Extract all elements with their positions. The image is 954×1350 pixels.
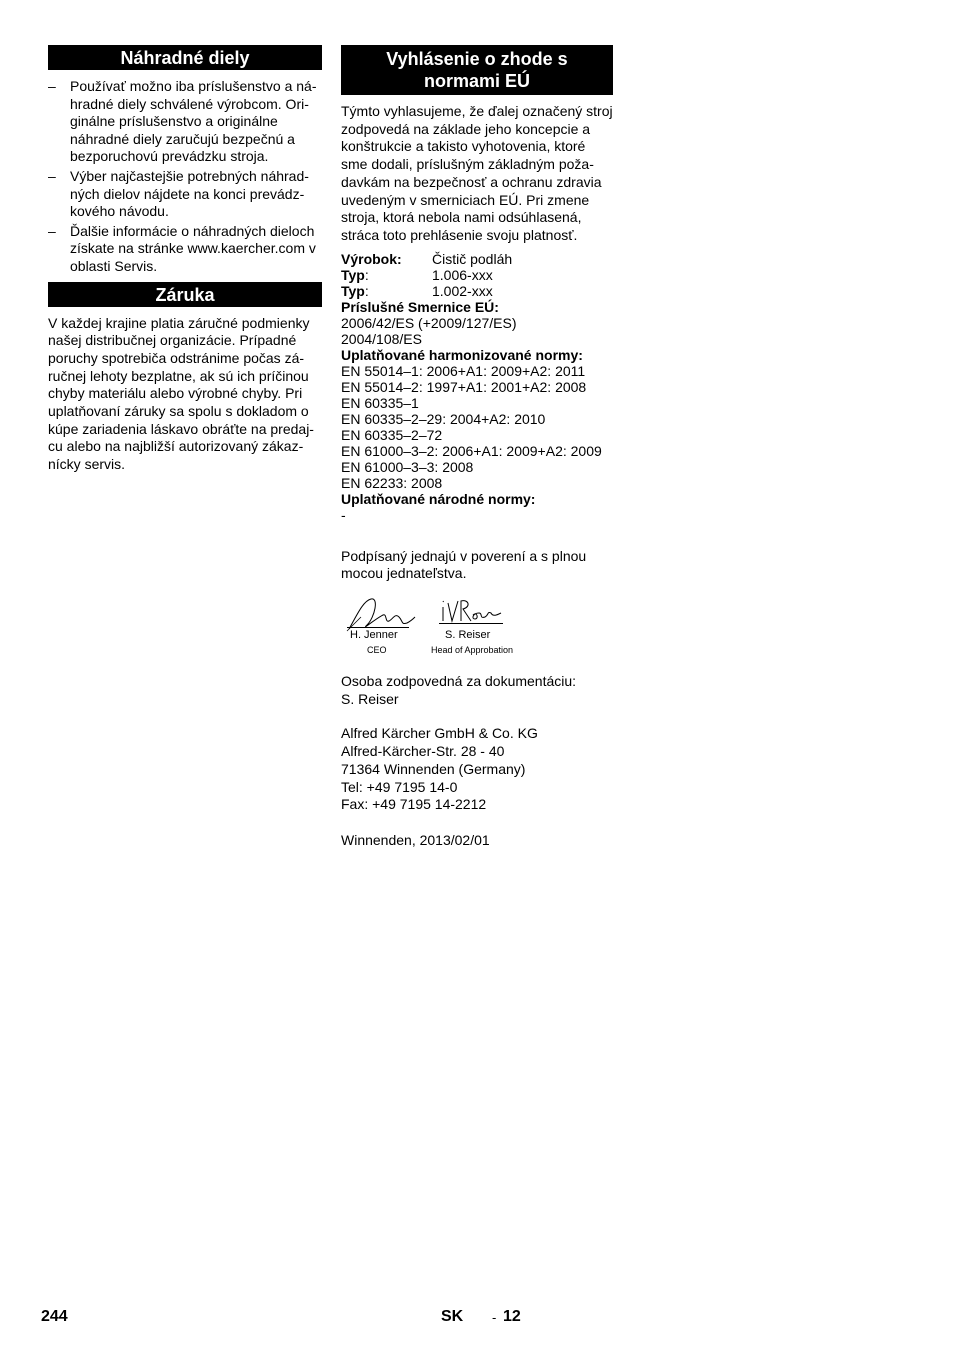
signatory-title: CEO [367, 645, 387, 656]
warranty-text: V každej krajine platia záručné podmienky našej distribučnej organizácie. Prípadné poruchy spotrebiča odstránime počas zá-ručnej lehoty bezplatne, ak sú ich príčinou chyby materiálu alebo výrobné chyby. Pri uplatňovaní záruky sa spolu s dokladom o kúpe zariadenia láskavo obráťte na predaj-cu alebo na najbližší autorizovaný zákaz-nícky servis. [48, 314, 314, 473]
section-page-number: 12 [503, 1308, 521, 1325]
product-label: Výrobok: [341, 250, 402, 267]
harmonized-item: EN 60335–2–29: 2004+A2: 2010 [341, 410, 546, 427]
type-label-wrap [341, 267, 432, 283]
company-line: 71364 Winnenden (Germany) [341, 760, 526, 777]
harmonized-item: EN 62233: 2008 [341, 474, 443, 491]
declaration-heading: Vyhlásenie o zhode s normami EÚ [341, 45, 613, 95]
type-label: Typ [341, 266, 365, 283]
signature-block [341, 593, 613, 663]
product-value: Čistič podláh [432, 250, 513, 267]
product-row [341, 251, 613, 267]
dash-bullet: – [48, 78, 56, 94]
harmonized-item: EN 61000–3–3: 2008 [341, 458, 474, 475]
company-line: Alfred Kärcher GmbH & Co. KG [341, 725, 538, 742]
signatory-name: H. Jenner [350, 629, 398, 642]
harmonized-item: EN 60335–1 [341, 394, 419, 411]
national-label: Uplatňované národné normy: [341, 490, 536, 507]
directive-item: 2004/108/ES [341, 330, 422, 347]
type-value: 1.002-xxx [432, 282, 493, 299]
dash-bullet: – [48, 222, 56, 239]
list-item [48, 223, 322, 276]
left-column [48, 45, 322, 484]
company-line: Fax: +49 7195 14-2212 [341, 796, 487, 813]
language-code: SK [441, 1308, 464, 1325]
page-number: 244 [41, 1308, 68, 1325]
signatory-title: Head of Approbation [431, 645, 514, 656]
warranty-heading: Záruka [48, 282, 322, 307]
list-item-text: Používať možno iba príslušenstvo a ná-hradné diely schválené výrobcom. Ori-ginálne príslušenstvo a originálne náhradné diely zaručujú bezpečnú a bezporuchovú prevádzku stroja. [70, 78, 317, 165]
harmonized-item: EN 60335–2–72 [341, 426, 443, 443]
place-date: Winnenden, 2013/02/01 [341, 831, 490, 848]
type-label-wrap [341, 283, 432, 299]
list-item-text: Ďalšie informácie o náhradných dieloch získate na stránke www.kaercher.com v oblasti Servis. [70, 222, 316, 274]
type-row [341, 283, 613, 299]
type-colon: : [364, 282, 369, 299]
product-spec [341, 251, 613, 523]
dash-bullet: – [48, 167, 56, 184]
type-value: 1.006-xxx [432, 266, 493, 283]
declaration-intro: Týmto vyhlasujeme, že ďalej označený stroj zodpovedá na základe jeho koncepcie a konštrukcie a takisto vyhotovenia, ktoré sme dodali, príslušným základným poža-davkám na bezpečnosť a ochranu zdravia uvedeným v smerniciach EÚ. Pri zmene stroja, ktorá nebola nami odsúhlasená, stráca toto prehlásenie svoju platnosť. [341, 103, 613, 243]
list-item-text: Výber najčastejšie potrebných náhrad-ných dielov nájdete na konci prevádz-kového návodu. [70, 167, 309, 220]
harmonized-item: EN 55014–2: 1997+A1: 2001+A2: 2008 [341, 378, 587, 395]
type-colon: : [364, 266, 369, 283]
type-label: Typ [341, 282, 365, 299]
signed-text: Podpísaný jednajú v poverení a s plnou mocou jednateľstva. [341, 547, 587, 582]
signature-line [439, 623, 503, 624]
harmonized-label: Uplatňované harmonizované normy: [341, 346, 583, 363]
list-item [48, 168, 322, 221]
list-item [48, 78, 322, 166]
company-address [341, 725, 613, 814]
harmonized-item: EN 61000–3–2: 2006+A1: 2009+A2: 2009 [341, 442, 602, 459]
directive-item: 2006/42/ES (+2009/127/ES) [341, 314, 517, 331]
company-line: Alfred-Kärcher-Str. 28 - 40 [341, 743, 505, 760]
spare-parts-heading: Náhradné diely [48, 45, 322, 70]
signature-line [347, 627, 409, 628]
doc-responsible-label: Osoba zodpovedná za dokumentáciu: [341, 673, 577, 690]
harmonized-item: EN 55014–1: 2006+A1: 2009+A2: 2011 [341, 362, 586, 379]
right-column [341, 45, 613, 850]
national-value: - [341, 506, 346, 523]
company-line: Tel: +49 7195 14-0 [341, 778, 458, 795]
spare-parts-list [48, 78, 322, 276]
directives-label: Príslušné Smernice EÚ: [341, 298, 499, 315]
signatory-name: S. Reiser [445, 629, 491, 642]
type-row [341, 267, 613, 283]
footer-separator: - [492, 1310, 497, 1325]
doc-responsible-name: S. Reiser [341, 690, 399, 707]
